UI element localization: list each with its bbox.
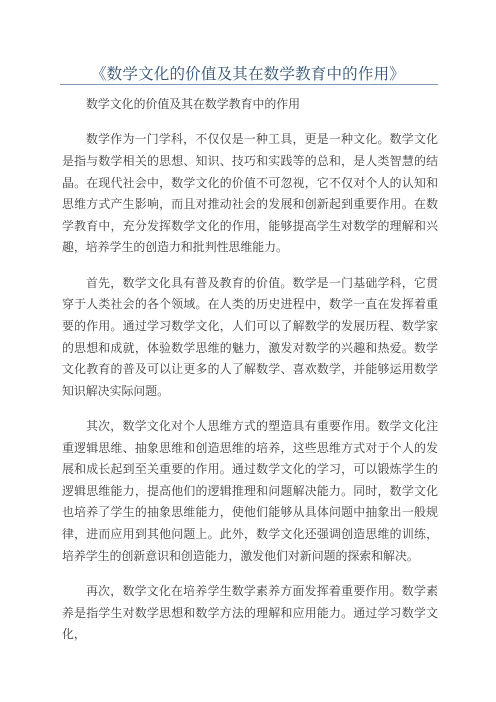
title-divider bbox=[60, 84, 438, 85]
second-point-paragraph: 其次，数学文化对个人思维方式的塑造具有重要作用。数学文化注重逻辑思维、抽象思维和创造思维的培养，这些思维方式对于个人的发展和成长起到至关重要的作用。通过数学文化的学习，可以锻炼学生的逻辑思维能力，提高他们的逻辑推理和问题解决能力。同时，数学文化也培养了学生的抽象思维能力，使他们能够从具体问题中抽象出一般规律，进而应用到其他问题上。此外，数学文化还强调创造思维的训练，培养学生的创新意识和创造能力，激发他们对新问题的探索和解决。 bbox=[62, 419, 438, 563]
third-point-paragraph: 再次，数学文化在培养学生数学素养方面发挥着重要作用。数学素养是指学生对数学思想和数学方法的理解和应用能力。通过学习数学文化， bbox=[62, 584, 438, 642]
subtitle-paragraph: 数学文化的价值及其在数学教育中的作用 bbox=[86, 97, 301, 111]
document-title: 《数学文化的价值及其在数学教育中的作用》 bbox=[90, 65, 405, 83]
intro-paragraph: 数学作为一门学科，不仅仅是一种工具，更是一种文化。数学文化是指与数学相关的思想、知识、技巧和实践等的总和，是人类智慧的结晶。在现代社会中，数学文化的价值不可忽视，它不仅对个人的认知和思维方式产生影响，而且对推动社会的发展和创新起到重要作用。在数学教育中，充分发挥数学文化的作用，能够提高学生对数学的理解和兴趣，培养学生的创造力和批判性思维能力。 bbox=[62, 132, 438, 255]
first-point-paragraph: 首先，数学文化具有普及教育的价值。数学是一门基础学科，它贯穿于人类社会的各个领域。在人类的历史进程中，数学一直在发挥着重要的作用。通过学习数学文化，人们可以了解数学的发展历程、数学家的思想和成就，体验数学思维的魅力，激发对数学的兴趣和热爱。数学文化教育的普及可以让更多的人了解数学、喜欢数学，并能够运用数学知识解决实际问题。 bbox=[62, 275, 438, 398]
document-body bbox=[62, 94, 438, 660]
